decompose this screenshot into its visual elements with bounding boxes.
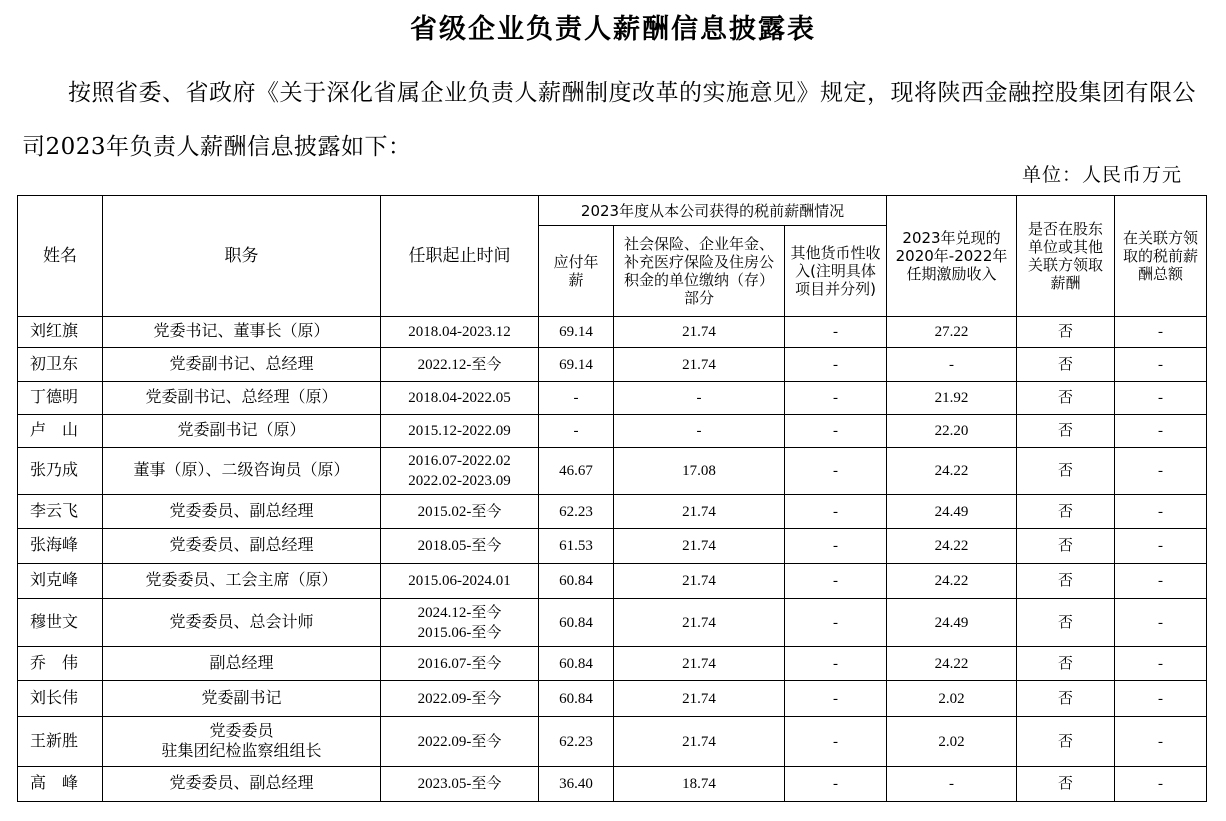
cell-position: 党委委员、总会计师: [103, 599, 381, 647]
cell-insurance: 18.74: [614, 767, 785, 802]
cell-name: 丁德明: [18, 382, 103, 415]
cell-insurance: 21.74: [614, 681, 785, 717]
cell-term: 2015.12-2022.09: [381, 415, 539, 448]
cell-salary: -: [539, 415, 614, 448]
cell-affiliate-total: -: [1115, 495, 1207, 529]
table-row: [18, 495, 1207, 529]
cell-name: 刘长伟: [18, 681, 103, 717]
cell-term: 2018.05-至今: [381, 529, 539, 564]
cell-incentive: 2.02: [887, 681, 1017, 717]
cell-salary: 60.84: [539, 681, 614, 717]
header-name: 姓名: [18, 196, 103, 317]
cell-incentive: 24.49: [887, 599, 1017, 647]
cell-term: 2022.09-至今: [381, 717, 539, 767]
intro-paragraph: 按照省委、省政府《关于深化省属企业负责人薪酬制度改革的实施意见》规定，现将陕西金融控股集团有限公司2023年负责人薪酬信息披露如下：: [22, 80, 1196, 160]
cell-affiliate-total: -: [1115, 647, 1207, 681]
cell-affiliate: 否: [1017, 767, 1115, 802]
table-row: [18, 382, 1207, 415]
table-row: [18, 717, 1207, 767]
cell-insurance: 21.74: [614, 599, 785, 647]
cell-affiliate-total: -: [1115, 564, 1207, 599]
cell-term: 2022.09-至今: [381, 681, 539, 717]
cell-position: 党委副书记: [103, 681, 381, 717]
cell-affiliate: 否: [1017, 647, 1115, 681]
cell-salary: 60.84: [539, 647, 614, 681]
page-title: 省级企业负责人薪酬信息披露表: [410, 14, 816, 45]
cell-affiliate: 否: [1017, 348, 1115, 382]
cell-incentive: -: [887, 348, 1017, 382]
cell-term: 2018.04-2023.12: [381, 317, 539, 348]
cell-other: -: [785, 681, 887, 717]
cell-other: -: [785, 599, 887, 647]
cell-incentive: 21.92: [887, 382, 1017, 415]
cell-position: 党委副书记、总经理: [103, 348, 381, 382]
header-insurance: 社会保险、企业年金、补充医疗保险及住房公积金的单位缴纳（存）部分: [614, 226, 785, 317]
cell-other: -: [785, 717, 887, 767]
cell-name: 刘克峰: [18, 564, 103, 599]
cell-affiliate-total: -: [1115, 415, 1207, 448]
salary-table: [17, 195, 1207, 802]
cell-salary: 46.67: [539, 448, 614, 495]
table-row: [18, 599, 1207, 647]
cell-incentive: 24.22: [887, 529, 1017, 564]
cell-affiliate-total: -: [1115, 382, 1207, 415]
cell-name: 王新胜: [18, 717, 103, 767]
cell-insurance: 17.08: [614, 448, 785, 495]
cell-insurance: -: [614, 382, 785, 415]
cell-other: -: [785, 767, 887, 802]
cell-insurance: 21.74: [614, 647, 785, 681]
cell-affiliate: 否: [1017, 599, 1115, 647]
cell-salary: 60.84: [539, 564, 614, 599]
table-body: [18, 317, 1207, 802]
header-group: 2023年度从本公司获得的税前薪酬情况: [539, 196, 887, 226]
cell-term: 2015.06-2024.01: [381, 564, 539, 599]
cell-affiliate: 否: [1017, 415, 1115, 448]
table-row: [18, 415, 1207, 448]
cell-position: 副总经理: [103, 647, 381, 681]
cell-affiliate: 否: [1017, 495, 1115, 529]
cell-affiliate-total: -: [1115, 529, 1207, 564]
cell-name: 穆世文: [18, 599, 103, 647]
cell-other: -: [785, 448, 887, 495]
cell-other: -: [785, 317, 887, 348]
cell-incentive: -: [887, 767, 1017, 802]
cell-incentive: 27.22: [887, 317, 1017, 348]
cell-affiliate-total: -: [1115, 767, 1207, 802]
cell-term: 2023.05-至今: [381, 767, 539, 802]
cell-salary: 36.40: [539, 767, 614, 802]
cell-other: -: [785, 415, 887, 448]
cell-incentive: 24.22: [887, 564, 1017, 599]
cell-incentive: 2.02: [887, 717, 1017, 767]
cell-other: -: [785, 382, 887, 415]
cell-affiliate: 否: [1017, 317, 1115, 348]
cell-affiliate-total: -: [1115, 317, 1207, 348]
cell-affiliate: 否: [1017, 564, 1115, 599]
cell-position: 党委委员、副总经理: [103, 529, 381, 564]
table-row: [18, 767, 1207, 802]
cell-insurance: 21.74: [614, 564, 785, 599]
cell-affiliate-total: -: [1115, 681, 1207, 717]
cell-affiliate: 否: [1017, 382, 1115, 415]
header-term: 任职起止时间: [381, 196, 539, 317]
cell-salary: 61.53: [539, 529, 614, 564]
cell-affiliate-total: -: [1115, 348, 1207, 382]
cell-term: 2018.04-2022.05: [381, 382, 539, 415]
cell-salary: 60.84: [539, 599, 614, 647]
cell-name: 张乃成: [18, 448, 103, 495]
table-row: [18, 681, 1207, 717]
cell-insurance: 21.74: [614, 717, 785, 767]
cell-affiliate-total: -: [1115, 599, 1207, 647]
table-row: [18, 564, 1207, 599]
cell-salary: 69.14: [539, 348, 614, 382]
cell-insurance: 21.74: [614, 317, 785, 348]
cell-position: 董事（原）、二级咨询员（原）: [103, 448, 381, 495]
table-row: [18, 448, 1207, 495]
cell-name: 初卫东: [18, 348, 103, 382]
cell-position: 党委委员、副总经理: [103, 767, 381, 802]
cell-position: 党委书记、董事长（原）: [103, 317, 381, 348]
cell-name: 李云飞: [18, 495, 103, 529]
cell-term: 2016.07-2022.02 2022.02-2023.09: [381, 448, 539, 495]
table-row: [18, 317, 1207, 348]
cell-affiliate-total: -: [1115, 717, 1207, 767]
cell-name: 卢 山: [18, 415, 103, 448]
unit-label: 单位：人民币万元: [1021, 164, 1182, 186]
cell-affiliate-total: -: [1115, 448, 1207, 495]
cell-term: 2024.12-至今 2015.06-至今: [381, 599, 539, 647]
header-incentive: 2023年兑现的2020年-2022年任期激励收入: [887, 196, 1017, 317]
header-salary: 应付年薪: [539, 226, 614, 317]
cell-salary: -: [539, 382, 614, 415]
header-affiliate: 是否在股东单位或其他关联方领取薪酬: [1017, 196, 1115, 317]
cell-position: 党委委员、副总经理: [103, 495, 381, 529]
cell-term: 2016.07-至今: [381, 647, 539, 681]
cell-position: 党委委员、工会主席（原）: [103, 564, 381, 599]
cell-incentive: 24.22: [887, 448, 1017, 495]
cell-other: -: [785, 495, 887, 529]
cell-incentive: 24.22: [887, 647, 1017, 681]
header-other: 其他货币性收入(注明具体项目并分列): [785, 226, 887, 317]
cell-insurance: 21.74: [614, 348, 785, 382]
cell-affiliate: 否: [1017, 529, 1115, 564]
cell-affiliate: 否: [1017, 681, 1115, 717]
cell-salary: 62.23: [539, 717, 614, 767]
header-affiliate-total: 在关联方领取的税前薪酬总额: [1115, 196, 1207, 317]
cell-name: 乔 伟: [18, 647, 103, 681]
cell-other: -: [785, 348, 887, 382]
cell-name: 张海峰: [18, 529, 103, 564]
cell-incentive: 22.20: [887, 415, 1017, 448]
cell-name: 刘红旗: [18, 317, 103, 348]
cell-affiliate: 否: [1017, 717, 1115, 767]
cell-term: 2022.12-至今: [381, 348, 539, 382]
cell-other: -: [785, 564, 887, 599]
table-row: [18, 348, 1207, 382]
cell-insurance: 21.74: [614, 495, 785, 529]
cell-salary: 69.14: [539, 317, 614, 348]
cell-salary: 62.23: [539, 495, 614, 529]
cell-insurance: -: [614, 415, 785, 448]
cell-affiliate: 否: [1017, 448, 1115, 495]
cell-position: 党委副书记、总经理（原）: [103, 382, 381, 415]
cell-term: 2015.02-至今: [381, 495, 539, 529]
cell-incentive: 24.49: [887, 495, 1017, 529]
cell-name: 高 峰: [18, 767, 103, 802]
cell-other: -: [785, 529, 887, 564]
cell-position: 党委委员 驻集团纪检监察组组长: [103, 717, 381, 767]
table-row: [18, 647, 1207, 681]
header-position: 职务: [103, 196, 381, 317]
table-row: [18, 529, 1207, 564]
cell-insurance: 21.74: [614, 529, 785, 564]
cell-position: 党委副书记（原）: [103, 415, 381, 448]
cell-other: -: [785, 647, 887, 681]
